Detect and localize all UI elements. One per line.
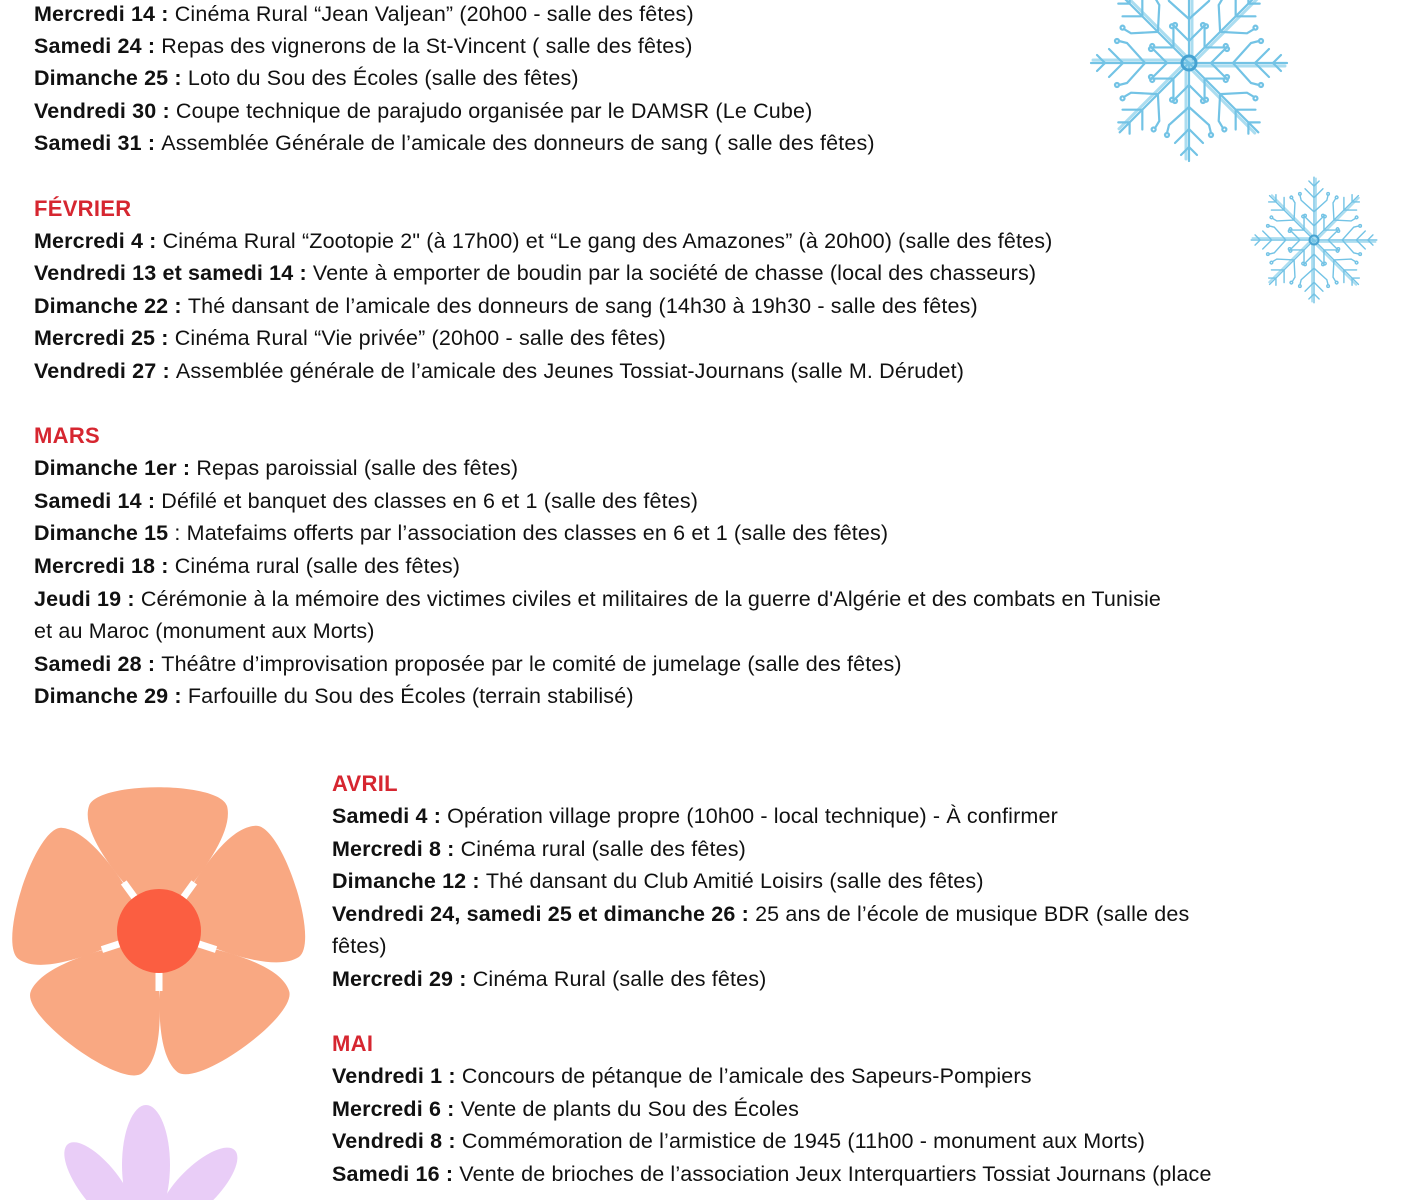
event-separator: : xyxy=(143,229,163,253)
event-date: Mercredi 6 xyxy=(332,1097,442,1121)
event-separator: : xyxy=(293,261,313,285)
event-description: Thé dansant de l’amicale des donneurs de sang (14h30 à 19h30 - salle des fêtes) xyxy=(187,294,978,318)
event-separator: : xyxy=(141,131,162,155)
event-date: Mercredi 14 xyxy=(34,2,156,26)
event-separator: : xyxy=(442,1064,462,1088)
event-separator: : xyxy=(439,1162,460,1186)
event-description: Assemblée Générale de l’amicale des donneurs de sang ( salle des fêtes) xyxy=(161,131,875,155)
event-description: Coupe technique de parajudo organisée par le DAMSR (Le Cube) xyxy=(175,99,813,123)
event-description: Vente de brioches de l’association Jeux Interquartiers Tossiat Journans (place xyxy=(459,1162,1212,1186)
event-date: Dimanche 12 xyxy=(332,869,467,893)
event-item xyxy=(332,1160,1212,1188)
event-separator: : xyxy=(176,456,197,480)
event-separator: : xyxy=(156,359,176,383)
event-description: Repas paroissial (salle des fêtes) xyxy=(196,456,519,480)
event-item xyxy=(332,1127,1145,1155)
month-heading: AVRIL xyxy=(332,771,398,796)
event-separator: : xyxy=(453,967,473,991)
event-item xyxy=(332,1095,799,1123)
event-description: Cinéma rural (salle des fêtes) xyxy=(460,837,746,861)
event-description: Cinéma rural (salle des fêtes) xyxy=(174,554,461,578)
event-description: Défilé et banquet des classes en 6 et 1 (salle des fêtes) xyxy=(161,489,699,513)
event-separator: : xyxy=(141,34,162,58)
event-date: Dimanche 29 xyxy=(34,684,169,708)
event-date: Vendredi 30 xyxy=(34,99,157,123)
event-description: Opération village propre (10h00 - local technique) - À confirmer xyxy=(447,804,1058,828)
event-item xyxy=(34,650,902,678)
event-description: Farfouille du Sou des Écoles (terrain stabilisé) xyxy=(187,684,634,708)
event-separator: : xyxy=(121,587,141,611)
event-date: Samedi 31 xyxy=(34,131,142,155)
event-continuation: et au Maroc (monument aux Morts) xyxy=(34,619,375,643)
event-item xyxy=(332,900,1189,928)
event-item xyxy=(34,519,888,547)
event-item xyxy=(332,802,1058,830)
event-separator: : xyxy=(168,521,187,545)
month-heading: MAI xyxy=(332,1031,374,1056)
event-description: Repas des vignerons de la St-Vincent ( salle des fêtes) xyxy=(161,34,693,58)
event-description: Cérémonie à la mémoire des victimes civiles et militaires de la guerre d'Algérie et des combats en Tunisie xyxy=(140,587,1161,611)
event-item xyxy=(332,1062,1032,1090)
purple-flower-icon xyxy=(40,1105,260,1200)
event-item xyxy=(332,835,746,863)
event-item xyxy=(34,487,698,515)
event-description: Commémoration de l’armistice de 1945 (11h00 - monument aux Morts) xyxy=(461,1129,1146,1153)
event-description: Cinéma Rural (salle des fêtes) xyxy=(472,967,767,991)
event-item xyxy=(34,32,693,60)
event-item xyxy=(34,357,964,385)
event-date: Samedi 4 xyxy=(332,804,428,828)
event-date: Vendredi 24, samedi 25 et dimanche 26 xyxy=(332,902,736,926)
event-separator: : xyxy=(466,869,486,893)
event-separator: : xyxy=(155,2,175,26)
event-date: Vendredi 8 xyxy=(332,1129,443,1153)
event-description: Matefaims offerts par l’association des classes en 6 et 1 (salle des fêtes) xyxy=(186,521,889,545)
event-separator: : xyxy=(168,294,188,318)
event-date: Dimanche 1er xyxy=(34,456,177,480)
event-date: Samedi 14 xyxy=(34,489,142,513)
event-description: Cinéma Rural “Zootopie 2" (à 17h00) et “Le gang des Amazones” (à 20h00) (salle des fêtes) xyxy=(162,229,1053,253)
event-description: Loto du Sou des Écoles (salle des fêtes) xyxy=(187,66,579,90)
event-description: Vente de plants du Sou des Écoles xyxy=(460,1097,800,1121)
month-heading: MARS xyxy=(34,423,100,448)
event-separator: : xyxy=(155,554,175,578)
event-description: Cinéma Rural “Jean Valjean” (20h00 - salle des fêtes) xyxy=(174,2,694,26)
event-description: Concours de pétanque de l’amicale des Sapeurs-Pompiers xyxy=(461,1064,1032,1088)
event-item xyxy=(332,965,766,993)
event-item xyxy=(34,454,518,482)
event-item xyxy=(34,324,666,352)
event-item xyxy=(34,64,579,92)
snowflake-large-icon xyxy=(1086,0,1292,166)
event-description: 25 ans de l’école de musique BDR (salle des xyxy=(755,902,1190,926)
event-separator: : xyxy=(168,66,188,90)
event-description: Cinéma Rural “Vie privée” (20h00 - salle des fêtes) xyxy=(174,326,666,350)
event-item xyxy=(34,552,460,580)
event-item xyxy=(34,0,694,28)
event-date: Mercredi 25 xyxy=(34,326,156,350)
event-date: Mercredi 8 xyxy=(332,837,442,861)
snowflake-small-icon xyxy=(1248,174,1380,306)
event-separator: : xyxy=(441,1097,461,1121)
event-date: Mercredi 4 xyxy=(34,229,144,253)
event-date: Vendredi 13 et samedi 14 xyxy=(34,261,294,285)
event-item xyxy=(34,292,978,320)
event-item xyxy=(34,585,1161,613)
event-separator: : xyxy=(441,837,461,861)
event-item xyxy=(332,867,984,895)
month-heading: FÉVRIER xyxy=(34,196,132,221)
event-separator: : xyxy=(155,326,175,350)
event-separator: : xyxy=(141,489,162,513)
event-description: Théâtre d’improvisation proposée par le comité de jumelage (salle des fêtes) xyxy=(161,652,902,676)
event-separator: : xyxy=(156,99,176,123)
event-date: Jeudi 19 xyxy=(34,587,122,611)
event-item xyxy=(34,227,1052,255)
event-separator: : xyxy=(735,902,756,926)
event-item xyxy=(34,129,875,157)
event-date: Vendredi 1 xyxy=(332,1064,443,1088)
event-description: Vente à emporter de boudin par la société de chasse (local des chasseurs) xyxy=(312,261,1037,285)
event-date: Dimanche 15 xyxy=(34,521,169,545)
event-separator: : xyxy=(427,804,448,828)
event-date: Samedi 24 xyxy=(34,34,142,58)
event-item xyxy=(34,682,634,710)
event-date: Dimanche 25 xyxy=(34,66,169,90)
event-separator: : xyxy=(141,652,162,676)
event-separator: : xyxy=(168,684,188,708)
orange-flower-icon xyxy=(0,770,320,1100)
event-item xyxy=(34,97,812,125)
event-continuation: fêtes) xyxy=(332,934,387,958)
event-item xyxy=(34,259,1036,287)
event-date: Samedi 16 xyxy=(332,1162,440,1186)
event-separator: : xyxy=(442,1129,462,1153)
event-date: Samedi 28 xyxy=(34,652,142,676)
event-description: Thé dansant du Club Amitié Loisirs (salle des fêtes) xyxy=(485,869,984,893)
event-description: Assemblée générale de l’amicale des Jeunes Tossiat-Journans (salle M. Dérudet) xyxy=(175,359,965,383)
event-date: Dimanche 22 xyxy=(34,294,169,318)
event-date: Mercredi 18 xyxy=(34,554,156,578)
event-date: Mercredi 29 xyxy=(332,967,454,991)
event-date: Vendredi 27 xyxy=(34,359,157,383)
